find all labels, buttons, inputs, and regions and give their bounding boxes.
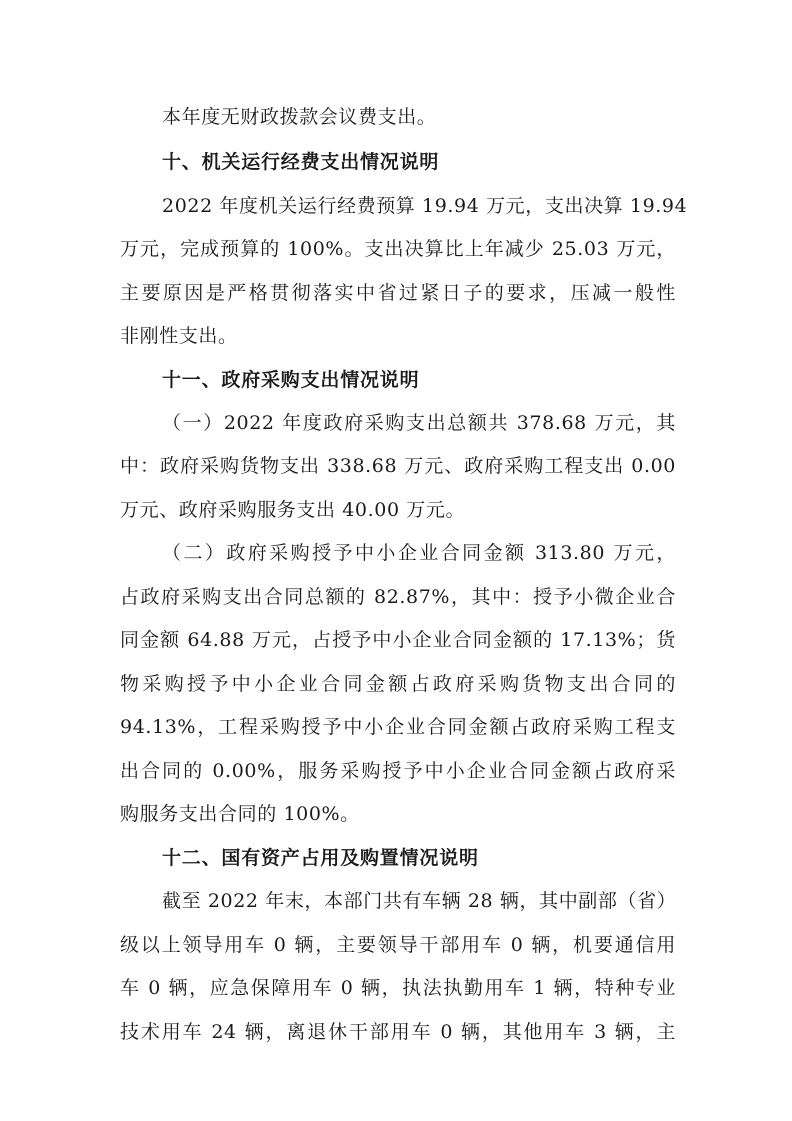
paragraph-line: 万元，完成预算的 100%。支出决算比上年减少 25.03 万元， (120, 238, 676, 260)
paragraph-line: 购服务支出合同的 100%。 (120, 803, 360, 825)
paragraph-line: 占政府采购支出合同总额的 82.87%，其中：授予小微企业合 (120, 586, 676, 608)
section-heading-12: 十二、国有资产占用及购置情况说明 (162, 847, 479, 869)
paragraph-line: 2022 年度机关运行经费预算 19.94 万元，支出决算 19.94 (162, 195, 688, 217)
paragraph-line: 94.13%，工程采购授予中小企业合同金额占政府采购工程支 (120, 716, 676, 738)
section-heading-10: 十、机关运行经费支出情况说明 (162, 151, 440, 173)
paragraph-line: 中：政府采购货物支出 338.68 万元、政府采购工程支出 0.00 (120, 455, 676, 477)
paragraph-line: 万元、政府采购服务支出 40.00 万元。 (120, 499, 466, 521)
section-heading-11: 十一、政府采购支出情况说明 (162, 369, 420, 391)
paragraph-line: 物采购授予中小企业合同金额占政府采购货物支出合同的 (120, 673, 676, 695)
paragraph-line: 技术用车 24 辆，离退休干部用车 0 辆，其他用车 3 辆，主 (120, 1021, 676, 1043)
paragraph-meeting-expense: 本年度无财政拨款会议费支出。 (162, 106, 437, 128)
paragraph-line: （二）政府采购授予中小企业合同金额 313.80 万元， (162, 542, 676, 564)
paragraph-line: 出合同的 0.00%，服务采购授予中小企业合同金额占政府采 (120, 760, 676, 782)
paragraph-line: 非刚性支出。 (120, 325, 238, 347)
paragraph-line: 车 0 辆，应急保障用车 0 辆，执法执勤用车 1 辆，特种专业 (120, 977, 676, 999)
paragraph-line: 级以上领导用车 0 辆，主要领导干部用车 0 辆，机要通信用 (120, 934, 676, 956)
paragraph-line: 截至 2022 年末，本部门共有车辆 28 辆，其中副部（省） (162, 890, 677, 912)
paragraph-line: 主要原因是严格贯彻落实中省过紧日子的要求，压减一般性 (120, 282, 676, 304)
paragraph-line: （一）2022 年度政府采购支出总额共 378.68 万元，其 (162, 412, 676, 434)
paragraph-line: 同金额 64.88 万元，占授予中小企业合同金额的 17.13%；货 (120, 629, 676, 651)
